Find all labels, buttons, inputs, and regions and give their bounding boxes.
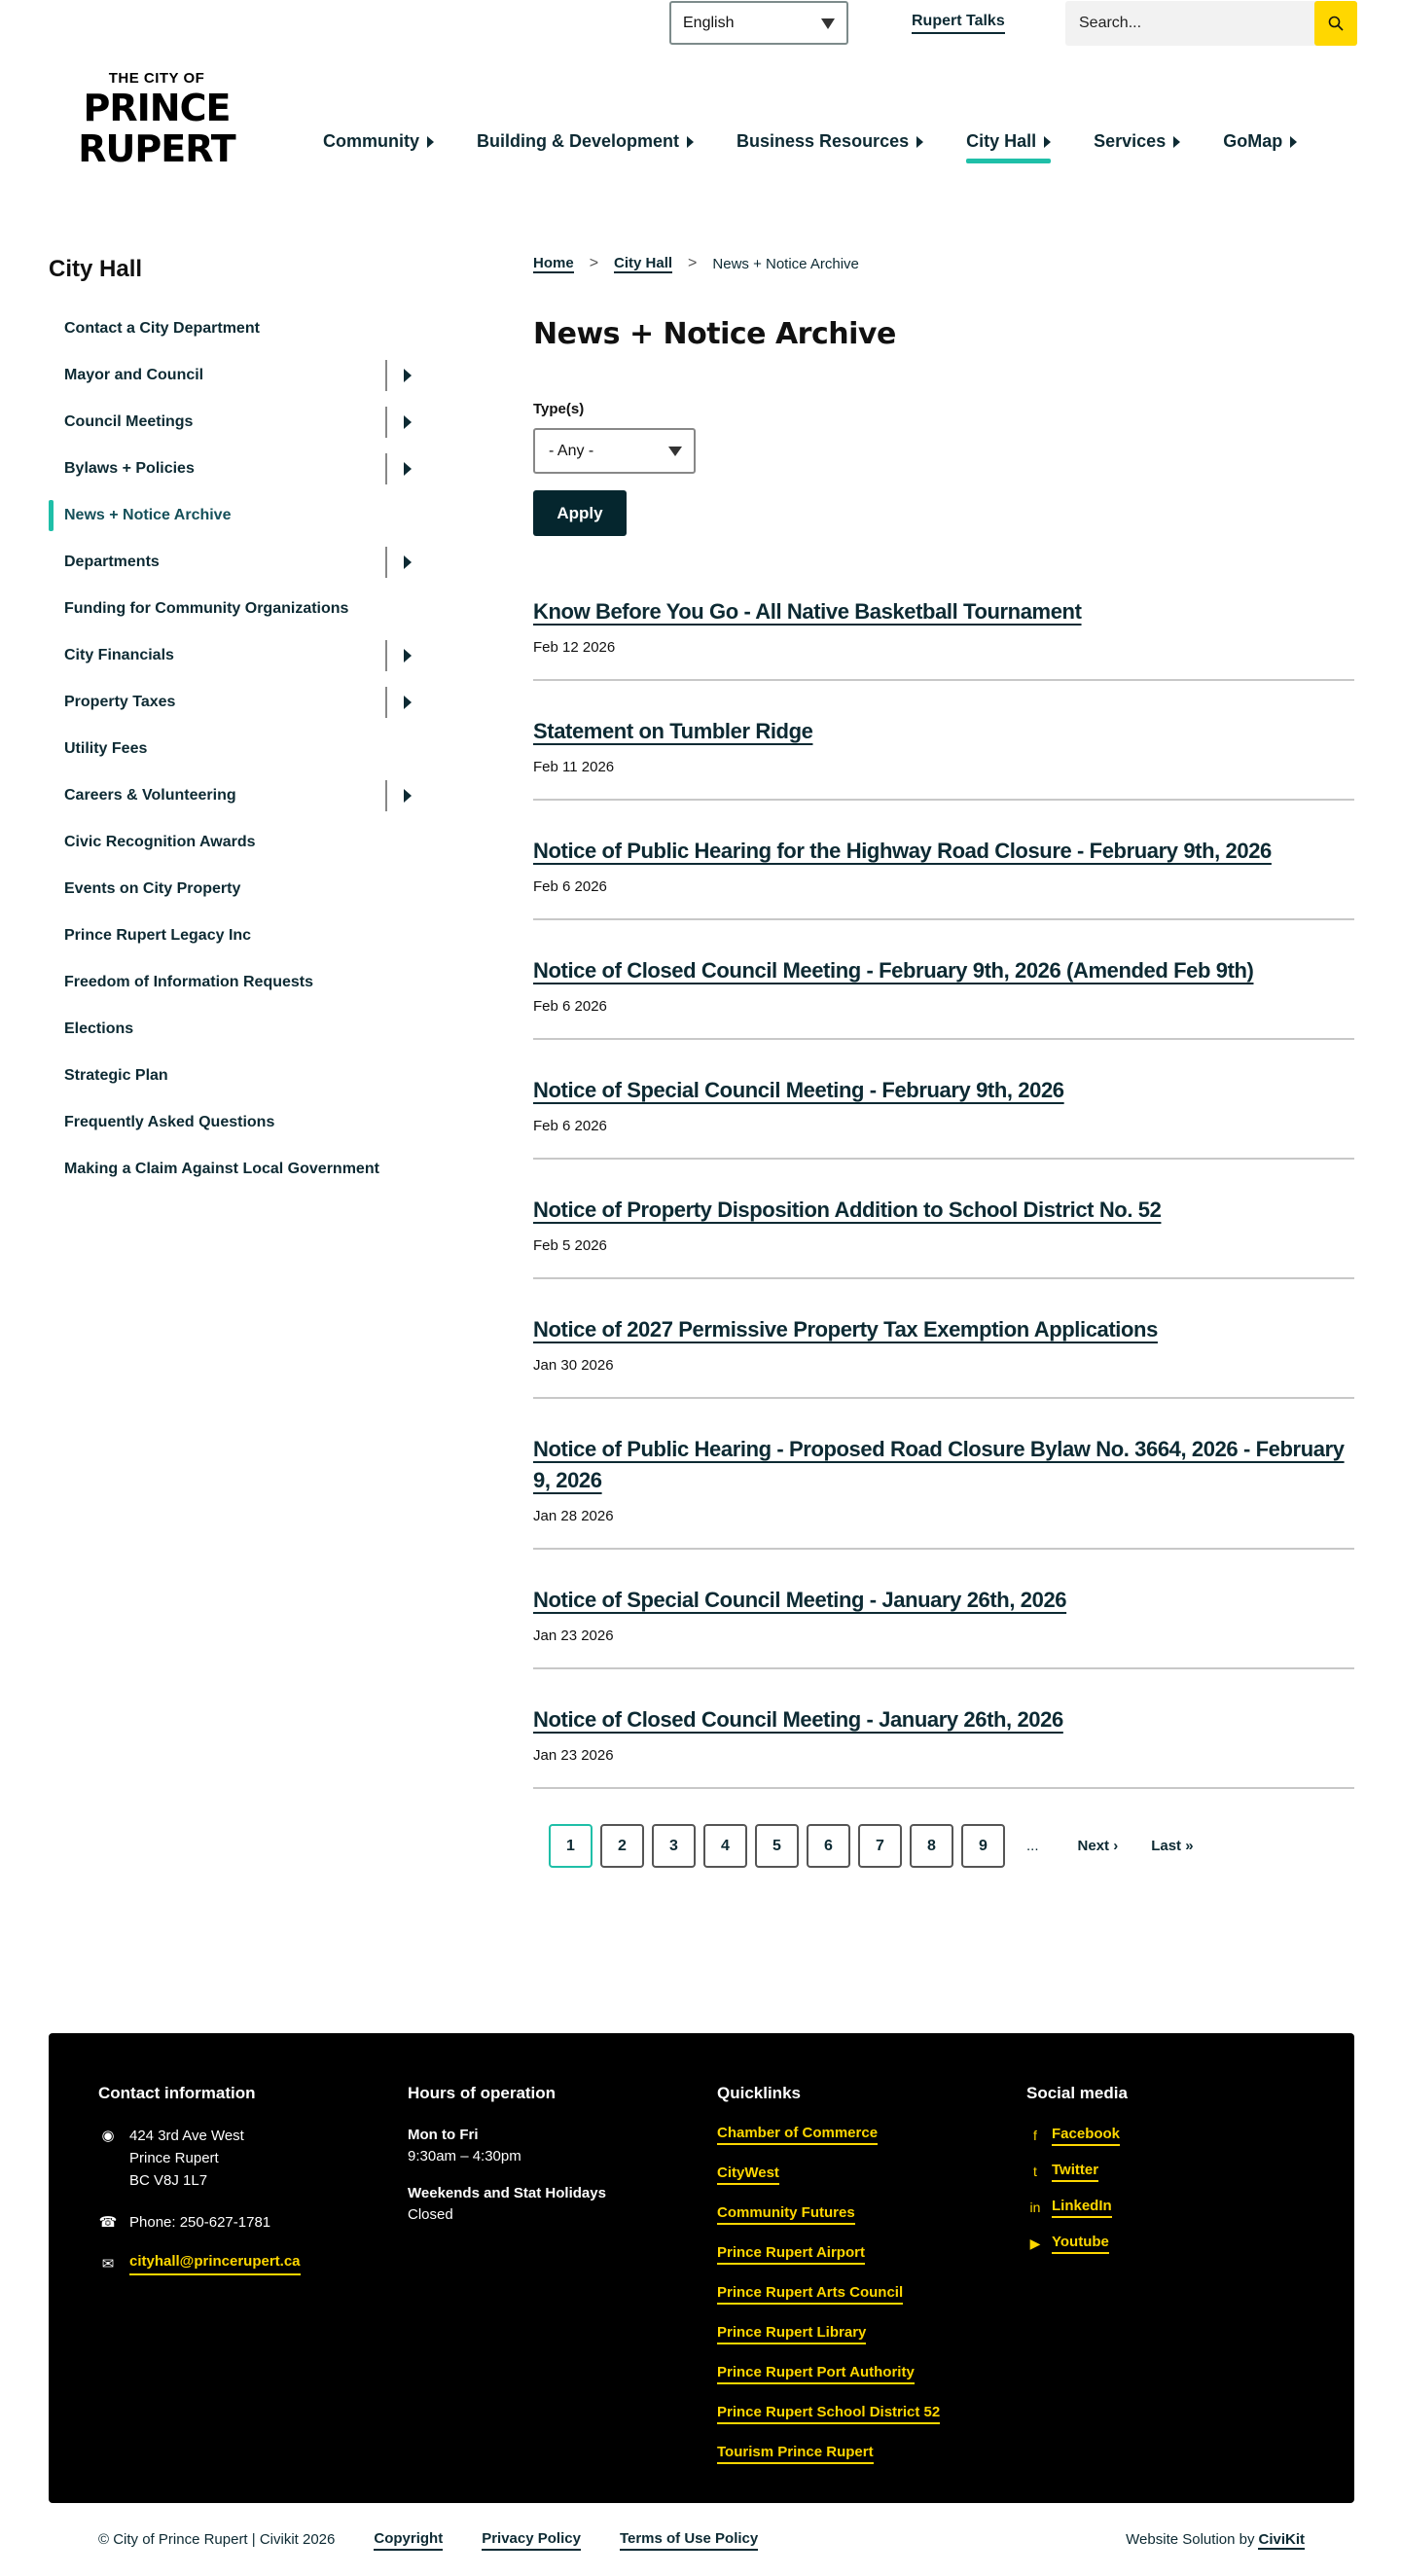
social-link[interactable]: Facebook	[1052, 2126, 1120, 2146]
breadcrumb	[533, 251, 1354, 276]
news-date: Jan 30 2026	[533, 1357, 614, 1374]
logo-small-text: THE CITY OF	[108, 70, 205, 87]
sidebar-item-label: Contact a City Department	[64, 320, 260, 337]
quicklink-row	[717, 2364, 1009, 2384]
sidebar-item[interactable]	[49, 586, 428, 632]
news-item	[533, 1195, 1354, 1279]
news-item	[533, 1585, 1354, 1669]
page-button[interactable]: 8	[910, 1824, 953, 1868]
nav-label: City Hall	[966, 131, 1037, 151]
nav-label: GoMap	[1223, 131, 1283, 151]
news-title-link[interactable]: Know Before You Go - All Native Basketball Tournament	[533, 599, 1082, 624]
privacy-link[interactable]: Privacy Policy	[482, 2529, 581, 2551]
news-title-link[interactable]: Notice of Public Hearing - Proposed Road Closure Bylaw No. 3664, 2026 - February 9, 2026	[533, 1437, 1345, 1492]
quicklink[interactable]: Prince Rupert Arts Council	[717, 2284, 903, 2305]
quicklink[interactable]: Community Futures	[717, 2204, 855, 2225]
news-list	[533, 596, 1354, 1789]
news-date: Feb 6 2026	[533, 998, 607, 1015]
news-item	[533, 1314, 1354, 1399]
twitter-icon: t	[1033, 2164, 1037, 2179]
quicklink[interactable]: Chamber of Commerce	[717, 2125, 878, 2145]
sidebar-item-label: Bylaws + Policies	[64, 460, 195, 477]
news-date: Feb 6 2026	[533, 1118, 607, 1134]
logo-line2: RUPERT	[78, 127, 235, 170]
search-box	[1065, 1, 1357, 46]
caret-right-icon	[404, 462, 412, 476]
expand-button[interactable]	[385, 547, 428, 578]
type-filter-value: - Any -	[549, 443, 594, 459]
hours-days: Weekends and Stat Holidays	[408, 2185, 606, 2201]
quicklink[interactable]: Prince Rupert School District 52	[717, 2404, 940, 2424]
nav-item[interactable]	[736, 129, 923, 161]
quicklink-row	[717, 2204, 1009, 2225]
news-date: Feb 5 2026	[533, 1237, 607, 1254]
quicklink-row	[717, 2165, 1009, 2185]
sidebar-item[interactable]	[49, 1146, 428, 1193]
page-button[interactable]: 4	[703, 1824, 747, 1868]
hours-title: Hours of operation	[408, 2084, 557, 2102]
sidebar-item-label: Prince Rupert Legacy Inc	[64, 927, 252, 944]
sidebar-item-label: Funding for Community Organizations	[64, 600, 349, 617]
caret-right-icon	[404, 696, 412, 709]
sidebar-item-label: Property Taxes	[64, 694, 176, 710]
search-button[interactable]	[1314, 1, 1357, 46]
caret-down-icon	[668, 447, 682, 456]
caret-right-icon	[404, 555, 412, 569]
search-icon	[1328, 16, 1344, 31]
news-date: Jan 28 2026	[533, 1508, 614, 1524]
news-title-link[interactable]: Statement on Tumbler Ridge	[533, 719, 813, 743]
page-button[interactable]: 1	[549, 1824, 593, 1868]
quicklink-row	[717, 2444, 1009, 2464]
type-filter-select[interactable]	[533, 428, 696, 474]
expand-button[interactable]	[385, 640, 428, 671]
nav-label: Services	[1094, 131, 1167, 151]
news-date: Jan 23 2026	[533, 1747, 614, 1764]
page-button[interactable]: 2	[600, 1824, 644, 1868]
caret-right-icon[interactable]	[1173, 136, 1180, 148]
main-content	[533, 251, 1354, 1868]
nav-label: Building & Development	[477, 131, 680, 151]
quicklink-row	[717, 2324, 1009, 2344]
sidebar-item[interactable]	[49, 726, 428, 772]
language-value: English	[683, 15, 735, 31]
social-row	[1026, 2197, 1318, 2218]
news-item	[533, 716, 1354, 801]
footer	[49, 2033, 1354, 2503]
social-link[interactable]: LinkedIn	[1052, 2198, 1112, 2218]
linkedin-icon: in	[1029, 2200, 1041, 2215]
rupert-talks-link[interactable]: Rupert Talks	[912, 13, 1005, 34]
social-link[interactable]: Youtube	[1052, 2234, 1109, 2254]
sidebar-item[interactable]	[49, 632, 428, 679]
quicklink-row	[717, 2244, 1009, 2265]
news-item	[533, 1434, 1354, 1550]
news-title-link[interactable]: Notice of Special Council Meeting - January 26th, 2026	[533, 1588, 1067, 1612]
expand-button[interactable]	[385, 407, 428, 438]
social-row	[1026, 2161, 1318, 2182]
sidebar-item[interactable]	[49, 1099, 428, 1146]
city-logo[interactable]	[49, 70, 265, 169]
expand-button[interactable]	[385, 780, 428, 811]
social-row	[1026, 2233, 1318, 2254]
hours-time: 9:30am – 4:30pm	[408, 2148, 521, 2165]
address-line: 424 3rd Ave West	[129, 2128, 244, 2144]
social-row	[1026, 2125, 1318, 2146]
sidebar-item-label: Frequently Asked Questions	[64, 1114, 275, 1130]
solution-text: Website Solution by	[1126, 2531, 1255, 2548]
type-filter-label: Type(s)	[533, 401, 585, 417]
news-item	[533, 596, 1354, 681]
news-date: Feb 11 2026	[533, 759, 615, 775]
caret-right-icon	[404, 649, 412, 662]
quicklink[interactable]: CityWest	[717, 2165, 779, 2185]
next-page-link[interactable]: Next ›	[1077, 1838, 1119, 1854]
nav-label: Business Resources	[736, 131, 910, 151]
quicklink[interactable]: Prince Rupert Port Authority	[717, 2364, 915, 2384]
page-title: News + Notice Archive	[533, 317, 896, 351]
footer-contact	[98, 2084, 390, 2295]
chevron-right-icon: >	[688, 255, 698, 271]
copyright-text: © City of Prince Rupert | Civikit 2026	[98, 2531, 336, 2548]
facebook-icon: f	[1033, 2128, 1037, 2143]
nav-label: Community	[323, 131, 419, 151]
search-input[interactable]	[1065, 1, 1309, 46]
youtube-icon: ▶	[1029, 2235, 1041, 2251]
logo-line1: PRINCE	[83, 87, 231, 129]
caret-right-icon[interactable]	[916, 136, 923, 148]
quicklink[interactable]: Prince Rupert Airport	[717, 2244, 865, 2265]
page-button[interactable]: 6	[807, 1824, 850, 1868]
quicklink[interactable]: Prince Rupert Library	[717, 2324, 866, 2344]
expand-button[interactable]	[385, 687, 428, 718]
sidebar-item[interactable]	[49, 959, 428, 1006]
sidebar-item-label: Utility Fees	[64, 740, 148, 757]
caret-right-icon	[404, 789, 412, 803]
caret-right-icon[interactable]	[1290, 136, 1297, 148]
sidebar-item[interactable]	[49, 305, 428, 352]
apply-button[interactable]: Apply	[533, 490, 627, 536]
sidebar-item-label: Departments	[64, 554, 160, 570]
sidebar-item[interactable]	[49, 819, 428, 866]
quicklink-row	[717, 2125, 1009, 2145]
news-item	[533, 1075, 1354, 1160]
nav-item[interactable]	[323, 129, 434, 161]
phone-icon: ☎	[98, 2214, 118, 2231]
pagination	[549, 1824, 1354, 1868]
caret-right-icon	[404, 415, 412, 429]
sidebar-item-label: Civic Recognition Awards	[64, 834, 256, 850]
address-line: Prince Rupert	[129, 2150, 219, 2166]
footer-quicklinks	[717, 2084, 1009, 2484]
news-title-link[interactable]: Notice of Closed Council Meeting - January 26th, 2026	[533, 1707, 1063, 1732]
utility-bar	[0, 0, 1401, 47]
last-page-link[interactable]: Last »	[1151, 1838, 1194, 1854]
sidebar-item[interactable]	[49, 352, 428, 399]
sidebar-item-label: Elections	[64, 1020, 134, 1037]
sidebar-item[interactable]	[49, 866, 428, 912]
sidebar-item-label: Events on City Property	[64, 880, 241, 897]
breadcrumb-city-hall[interactable]: City Hall	[614, 254, 673, 271]
quicklinks-title: Quicklinks	[717, 2084, 801, 2102]
nav-item[interactable]	[1223, 129, 1297, 161]
news-item	[533, 1704, 1354, 1789]
page-button[interactable]: 9	[961, 1824, 1005, 1868]
sidebar-item[interactable]	[49, 399, 428, 446]
sidebar-item-label: Making a Claim Against Local Government	[64, 1161, 379, 1177]
sidebar-title: City Hall	[49, 256, 143, 282]
nav-item[interactable]	[966, 129, 1051, 161]
sidebar-item[interactable]	[49, 492, 428, 539]
news-title-link[interactable]: Notice of 2027 Permissive Property Tax Exemption Applications	[533, 1317, 1158, 1342]
footer-social	[1026, 2084, 1318, 2269]
sidebar-item-label: Council Meetings	[64, 413, 194, 430]
address-line: BC V8J 1L7	[129, 2172, 208, 2189]
news-title-link[interactable]: Notice of Property Disposition Addition to School District No. 52	[533, 1198, 1162, 1222]
sidebar-item[interactable]	[49, 679, 428, 726]
expand-button[interactable]	[385, 453, 428, 484]
page-button[interactable]: 3	[652, 1824, 696, 1868]
sidebar-item-label: Strategic Plan	[64, 1067, 168, 1084]
sidebar-item[interactable]	[49, 1006, 428, 1053]
nav-item[interactable]	[1094, 129, 1180, 161]
news-title-link[interactable]: Notice of Special Council Meeting - February 9th, 2026	[533, 1078, 1064, 1102]
map-pin-icon: ◉	[101, 2128, 115, 2144]
sidebar-item[interactable]	[49, 446, 428, 492]
main-nav	[323, 129, 1340, 161]
breadcrumb-current: News + Notice Archive	[712, 255, 859, 272]
quicklink-row	[717, 2284, 1009, 2305]
expand-button[interactable]	[385, 360, 428, 391]
news-title-link[interactable]: Notice of Closed Council Meeting - February 9th, 2026 (Amended Feb 9th)	[533, 958, 1254, 983]
quicklink-row	[717, 2404, 1009, 2424]
page-button[interactable]: 5	[755, 1824, 799, 1868]
mail-icon: ✉	[101, 2256, 115, 2272]
social-title: Social media	[1026, 2084, 1128, 2102]
email-link[interactable]: cityhall@princerupert.ca	[129, 2253, 301, 2275]
news-item	[533, 836, 1354, 920]
chevron-right-icon: >	[589, 255, 599, 271]
language-select[interactable]	[669, 1, 848, 45]
pager-ellipsis: ...	[1026, 1838, 1039, 1854]
sidebar-item-label: City Financials	[64, 647, 174, 663]
news-date: Feb 12 2026	[533, 639, 616, 656]
sidebar-item-label: News + Notice Archive	[64, 507, 232, 523]
social-link[interactable]: Twitter	[1052, 2162, 1098, 2182]
caret-right-icon[interactable]	[427, 136, 434, 148]
sidebar-item[interactable]	[49, 1053, 428, 1099]
caret-right-icon[interactable]	[1044, 136, 1051, 148]
news-date: Feb 6 2026	[533, 878, 607, 895]
phone-text: Phone: 250-627-1781	[129, 2214, 271, 2231]
sidebar-item[interactable]	[49, 912, 428, 959]
hours-time: Closed	[408, 2206, 453, 2223]
contact-title: Contact information	[98, 2084, 256, 2102]
civikit-link[interactable]: CiviKit	[1258, 2531, 1305, 2548]
copyright-link[interactable]: Copyright	[374, 2529, 443, 2551]
news-date: Jan 23 2026	[533, 1628, 614, 1644]
caret-right-icon[interactable]	[687, 136, 694, 148]
caret-down-icon	[821, 18, 835, 29]
quicklink[interactable]: Tourism Prince Rupert	[717, 2444, 874, 2464]
sidebar-item[interactable]	[49, 539, 428, 586]
bottom-bar	[98, 2529, 1305, 2551]
breadcrumb-home[interactable]: Home	[533, 254, 574, 271]
nav-item[interactable]	[477, 129, 694, 161]
sidebar-item-label: Freedom of Information Requests	[64, 974, 314, 990]
sidebar-item-label: Mayor and Council	[64, 367, 204, 383]
terms-link[interactable]: Terms of Use Policy	[620, 2529, 758, 2551]
caret-right-icon	[404, 369, 412, 382]
sidebar-item[interactable]	[49, 772, 428, 819]
news-title-link[interactable]: Notice of Public Hearing for the Highway Road Closure - February 9th, 2026	[533, 839, 1272, 863]
hours-days: Mon to Fri	[408, 2127, 479, 2143]
news-item	[533, 955, 1354, 1040]
footer-hours	[408, 2084, 700, 2241]
sidebar-item-label: Careers & Volunteering	[64, 787, 236, 804]
page-button[interactable]: 7	[858, 1824, 902, 1868]
sidebar	[49, 255, 428, 1193]
